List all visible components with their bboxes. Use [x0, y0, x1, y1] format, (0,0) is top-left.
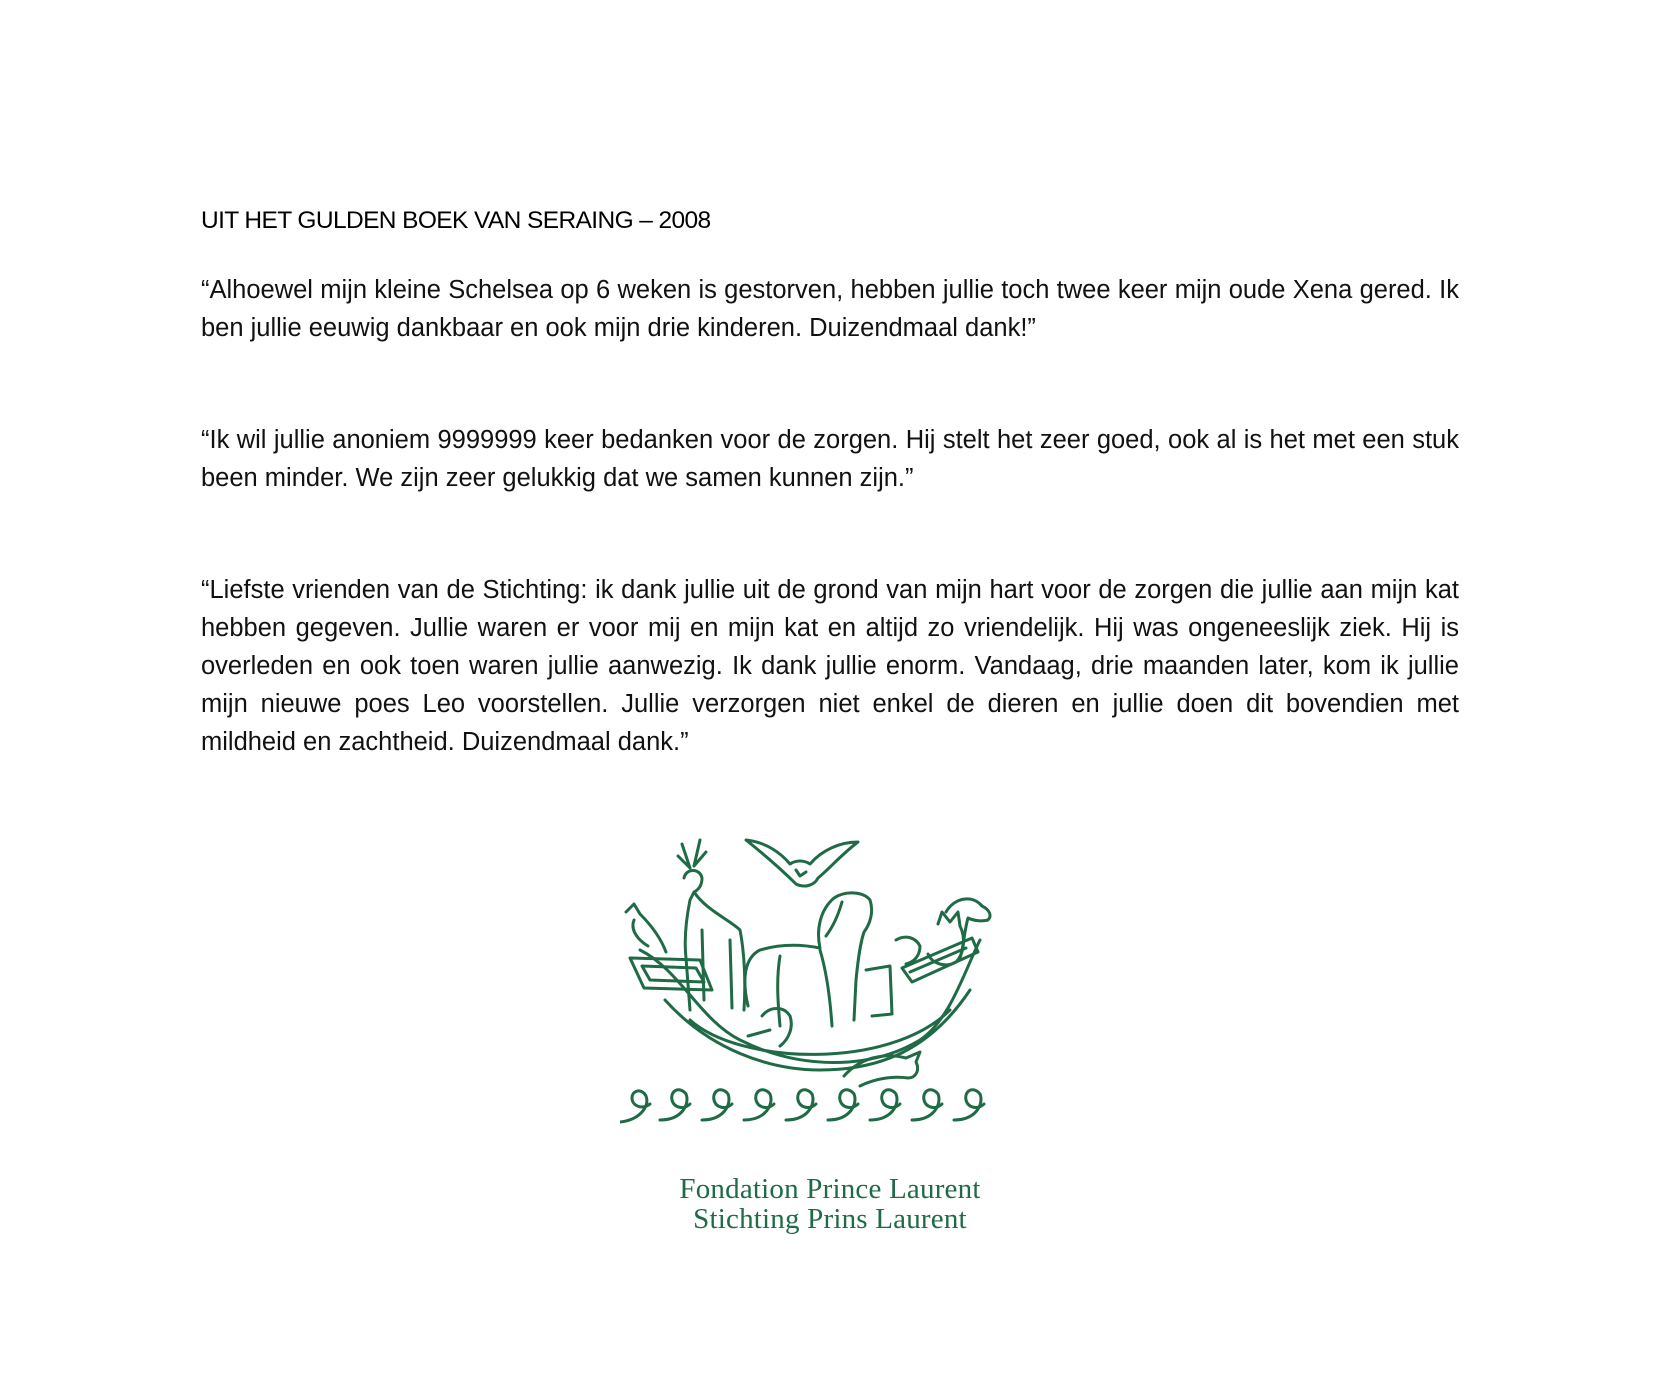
- foundation-logo: [620, 820, 1040, 1240]
- testimonial-quote-2: “Ik wil jullie anoniem 9999999 keer bedanken voor de zorgen. Hij stelt het zeer goed, ook al is het met een stuk been minder. We zijn zeer gelukkig dat we samen kunnen zijn.”: [201, 426, 1459, 492]
- testimonial-quote-3: “Liefste vrienden van de Stichting: ik dank jullie uit de grond van mijn hart voor de zorgen die jullie aan mijn kat hebben gegeven. Jullie waren er voor mij en mijn kat en altijd zo vriendelijk. Hij was ongeneeslijk ziek. Hij is overleden en ook toen waren jullie aanwezig. Ik dank jullie enorm. Vandaag, drie maanden later, kom ik jullie mijn nieuwe poes Leo voorstellen. Jullie verzorgen niet enkel de dieren en jullie doen dit bovendien met mildheid en zachtheid. Duizendmaal dank.”: [201, 576, 1459, 756]
- document-heading: UIT HET GULDEN BOEK VAN SERAING – 2008: [201, 207, 711, 234]
- document-body: [201, 203, 1459, 761]
- logo-text-dutch: Stichting Prins Laurent: [693, 1203, 967, 1235]
- ark-with-animals-logo-icon: [620, 820, 1040, 1170]
- testimonial-quote-1: “Alhoewel mijn kleine Schelsea op 6 weken is gestorven, hebben jullie toch twee keer mijn oude Xena gered. Ik ben jullie eeuwig dankbaar en ook mijn drie kinderen. Duizendmaal dank!”: [201, 276, 1459, 342]
- logo-text-french: Fondation Prince Laurent: [679, 1173, 981, 1205]
